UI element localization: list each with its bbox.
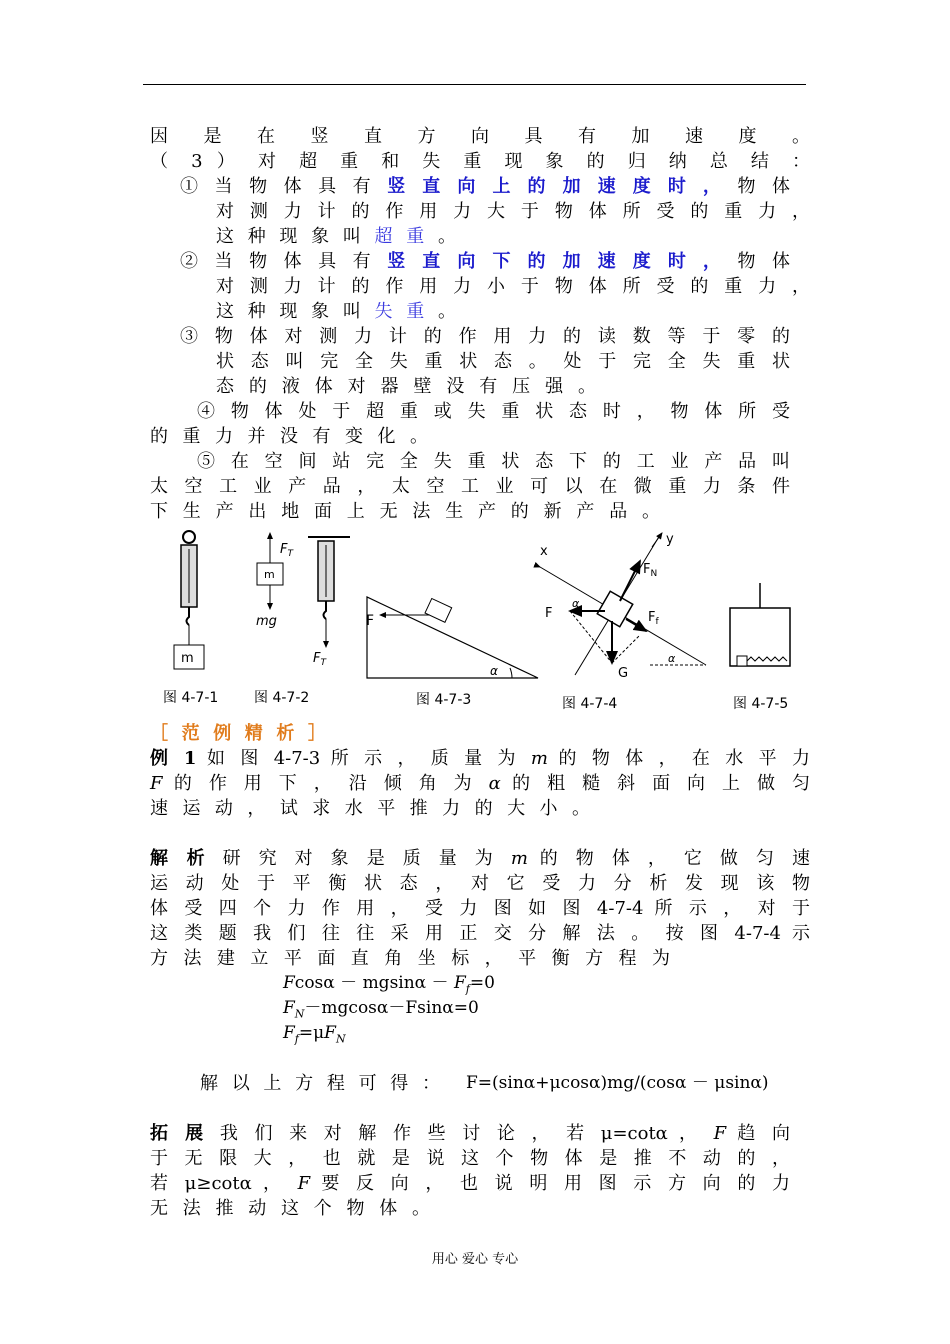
var-F: F bbox=[297, 1173, 311, 1194]
var-F: F bbox=[713, 1123, 727, 1144]
text-line bbox=[216, 224, 456, 249]
term-text: 超 重 bbox=[374, 226, 429, 247]
friction-label bbox=[648, 610, 659, 627]
text-span: 物 体 bbox=[737, 176, 791, 197]
tension-symbol: F bbox=[280, 542, 288, 557]
angle-alpha-label: α bbox=[668, 652, 676, 665]
text-line: 因 是 在 竖 直 方 向 具 有 加 速 度 。 bbox=[150, 126, 810, 147]
figure-4-7-2 bbox=[256, 533, 350, 668]
solution-line bbox=[150, 846, 810, 871]
text-line: 的 重 力 并 没 有 变 化 。 bbox=[150, 426, 428, 447]
text-span: 我 们 来 对 解 作 些 讨 论 ， 若 μ=cotα ， bbox=[219, 1123, 703, 1144]
var-F: F bbox=[283, 973, 295, 993]
text-line: 状 态 叫 完 全 失 重 状 态 。 处 于 完 全 失 重 状 bbox=[216, 351, 790, 372]
figure-caption: 图 4-7-5 bbox=[733, 696, 789, 712]
figure-4-7-5 bbox=[730, 583, 790, 666]
text-span: 。 bbox=[437, 301, 456, 322]
normal-force-symbol: F bbox=[643, 562, 651, 577]
example-line bbox=[150, 746, 810, 771]
eq-text: =μ bbox=[298, 1023, 325, 1043]
var-F: F bbox=[283, 998, 295, 1018]
example-label: 例 1 bbox=[150, 748, 197, 769]
equation-3 bbox=[283, 1021, 346, 1051]
extension-line bbox=[150, 1171, 790, 1196]
subscript-f: f bbox=[465, 982, 470, 996]
figures-strip bbox=[0, 525, 950, 725]
angle-alpha-label: α bbox=[490, 664, 498, 678]
text-span: ② 当 物 体 具 有 bbox=[180, 251, 377, 272]
tension-symbol: F bbox=[313, 651, 321, 666]
solution-line: 方 法 建 立 平 面 直 角 坐 标 ， 平 衡 方 程 为 bbox=[150, 948, 670, 969]
friction-symbol: F bbox=[648, 610, 656, 625]
text-span: 这 种 现 象 叫 bbox=[216, 226, 365, 247]
section-heading: ［ 范 例 精 析 ］ bbox=[150, 723, 326, 744]
var-m: m bbox=[510, 848, 528, 869]
text-span: 趋 向 bbox=[737, 1123, 790, 1144]
text-span: 的 物 体 ， 在 水 平 力 bbox=[558, 748, 810, 769]
text-line: （ 3 ） 对 超 重 和 失 重 现 象 的 归 纳 总 结 ： bbox=[150, 151, 810, 172]
example-line: 速 运 动 ， 试 求 水 平 推 力 的 大 小 。 bbox=[150, 798, 590, 819]
text-line bbox=[180, 249, 790, 274]
header-rule bbox=[143, 84, 806, 85]
text-span: ① 当 物 体 具 有 bbox=[180, 176, 377, 197]
text-line: 下 生 产 出 地 面 上 无 法 生 产 的 新 产 品 。 bbox=[150, 501, 660, 522]
text-span: 的 作 用 下 ， 沿 倾 角 为 bbox=[173, 773, 478, 794]
text-span: 若 μ≥cotα ， bbox=[150, 1173, 287, 1194]
term-text: 失 重 bbox=[374, 301, 429, 322]
text-line: 对 测 力 计 的 作 用 力 大 于 物 体 所 受 的 重 力 ， bbox=[216, 201, 810, 222]
tension-label bbox=[280, 542, 294, 559]
friction-subscript: f bbox=[655, 617, 659, 627]
text-line: 态 的 液 体 对 器 壁 没 有 压 强 。 bbox=[216, 376, 596, 397]
result-formula: F=(sinα+μcosα)mg/(cosα － μsinα) bbox=[466, 1073, 769, 1093]
text-line: ⑤ 在 空 间 站 完 全 失 重 状 态 下 的 工 业 产 品 叫 bbox=[197, 451, 790, 472]
subscript-N: N bbox=[335, 1032, 346, 1046]
figure-caption: 图 4-7-1 bbox=[163, 690, 219, 706]
eq-text: －mgcosα－Fsinα=0 bbox=[304, 998, 479, 1018]
figure-4-7-3 bbox=[366, 597, 538, 678]
force-F-label: F bbox=[366, 613, 375, 629]
solution-label: 解 析 bbox=[150, 848, 211, 869]
emphasis-text: 竖 直 向 下 的 加 速 度 时 ， bbox=[387, 251, 727, 272]
emphasis-text: 竖 直 向 上 的 加 速 度 时 ， bbox=[387, 176, 727, 197]
result-lead: 解 以 上 方 程 可 得 ： bbox=[200, 1073, 440, 1094]
axis-x-label: x bbox=[540, 544, 548, 559]
normal-force-subscript: N bbox=[650, 569, 658, 579]
eq-text: =0 bbox=[469, 973, 495, 993]
var-F: F bbox=[283, 1023, 295, 1043]
var-alpha: α bbox=[488, 773, 501, 794]
gravity-label: G bbox=[618, 666, 629, 681]
example-line bbox=[150, 771, 810, 796]
normal-force-label bbox=[643, 562, 657, 579]
page-footer: 用心 爱心 专心 bbox=[431, 1252, 519, 1267]
text-span: 的 粗 糙 斜 面 向 上 做 匀 bbox=[512, 773, 810, 794]
mass-label: m bbox=[264, 568, 275, 581]
push-force-label: F bbox=[545, 606, 553, 621]
mass-label: m bbox=[181, 651, 194, 666]
figure-caption: 图 4-7-3 bbox=[416, 692, 472, 708]
axis-y-label: y bbox=[666, 532, 674, 547]
subscript-f: f bbox=[294, 1032, 299, 1046]
figure-caption: 图 4-7-4 bbox=[562, 696, 618, 712]
var-m: m bbox=[530, 748, 548, 769]
var-F: F bbox=[150, 773, 163, 794]
text-line bbox=[216, 299, 456, 324]
text-span: 这 种 现 象 叫 bbox=[216, 301, 365, 322]
solution-line: 这 类 题 我 们 往 往 采 用 正 交 分 解 法 。 按 图 4-7-4 示 bbox=[150, 923, 810, 944]
text-line: 太 空 工 业 产 品 ， 太 空 工 业 可 以 在 微 重 力 条 件 bbox=[150, 476, 790, 497]
extension-line bbox=[150, 1121, 790, 1146]
text-line: 对 测 力 计 的 作 用 力 小 于 物 体 所 受 的 重 力 ， bbox=[216, 276, 810, 297]
text-line: ③ 物 体 对 测 力 计 的 作 用 力 的 读 数 等 于 零 的 bbox=[180, 326, 790, 347]
text-span: 的 物 体 ， 它 做 匀 速 bbox=[539, 848, 810, 869]
solution-line: 运 动 处 于 平 衡 状 态 ， 对 它 受 力 分 析 发 现 该 物 bbox=[150, 873, 810, 894]
subscript-N: N bbox=[294, 1007, 305, 1021]
text-span: 如 图 4-7-3 所 示 ， 质 量 为 bbox=[206, 748, 521, 769]
angle-alpha-label: α bbox=[572, 597, 580, 610]
extension-line: 无 法 推 动 这 个 物 体 。 bbox=[150, 1198, 430, 1219]
text-line bbox=[180, 174, 790, 199]
text-span: 研 究 对 象 是 质 量 为 bbox=[222, 848, 499, 869]
tension-subscript: T bbox=[320, 658, 326, 668]
tension-label-2 bbox=[313, 651, 327, 668]
eq-text: cosα － mgsinα － bbox=[294, 973, 449, 993]
extension-line: 于 无 限 大 ， 也 就 是 说 这 个 物 体 是 推 不 动 的 ， bbox=[150, 1148, 790, 1169]
text-span: 。 bbox=[437, 226, 456, 247]
text-span: 物 体 bbox=[737, 251, 791, 272]
weight-label: mg bbox=[256, 614, 277, 629]
figure-4-7-1 bbox=[174, 531, 204, 669]
solution-line: 体 受 四 个 力 作 用 ， 受 力 图 如 图 4-7-4 所 示 ， 对 于 bbox=[150, 898, 810, 919]
text-line: ④ 物 体 处 于 超 重 或 失 重 状 态 时 ， 物 体 所 受 bbox=[197, 401, 790, 422]
var-F: F bbox=[324, 1023, 336, 1043]
extension-label: 拓 展 bbox=[150, 1123, 209, 1144]
figure-4-7-4 bbox=[535, 532, 706, 681]
figure-caption: 图 4-7-2 bbox=[254, 690, 310, 706]
tension-subscript: T bbox=[287, 549, 293, 559]
var-F: F bbox=[453, 973, 466, 993]
text-span: 要 反 向 ， 也 说 明 用 图 示 方 向 的 力 bbox=[321, 1173, 790, 1194]
